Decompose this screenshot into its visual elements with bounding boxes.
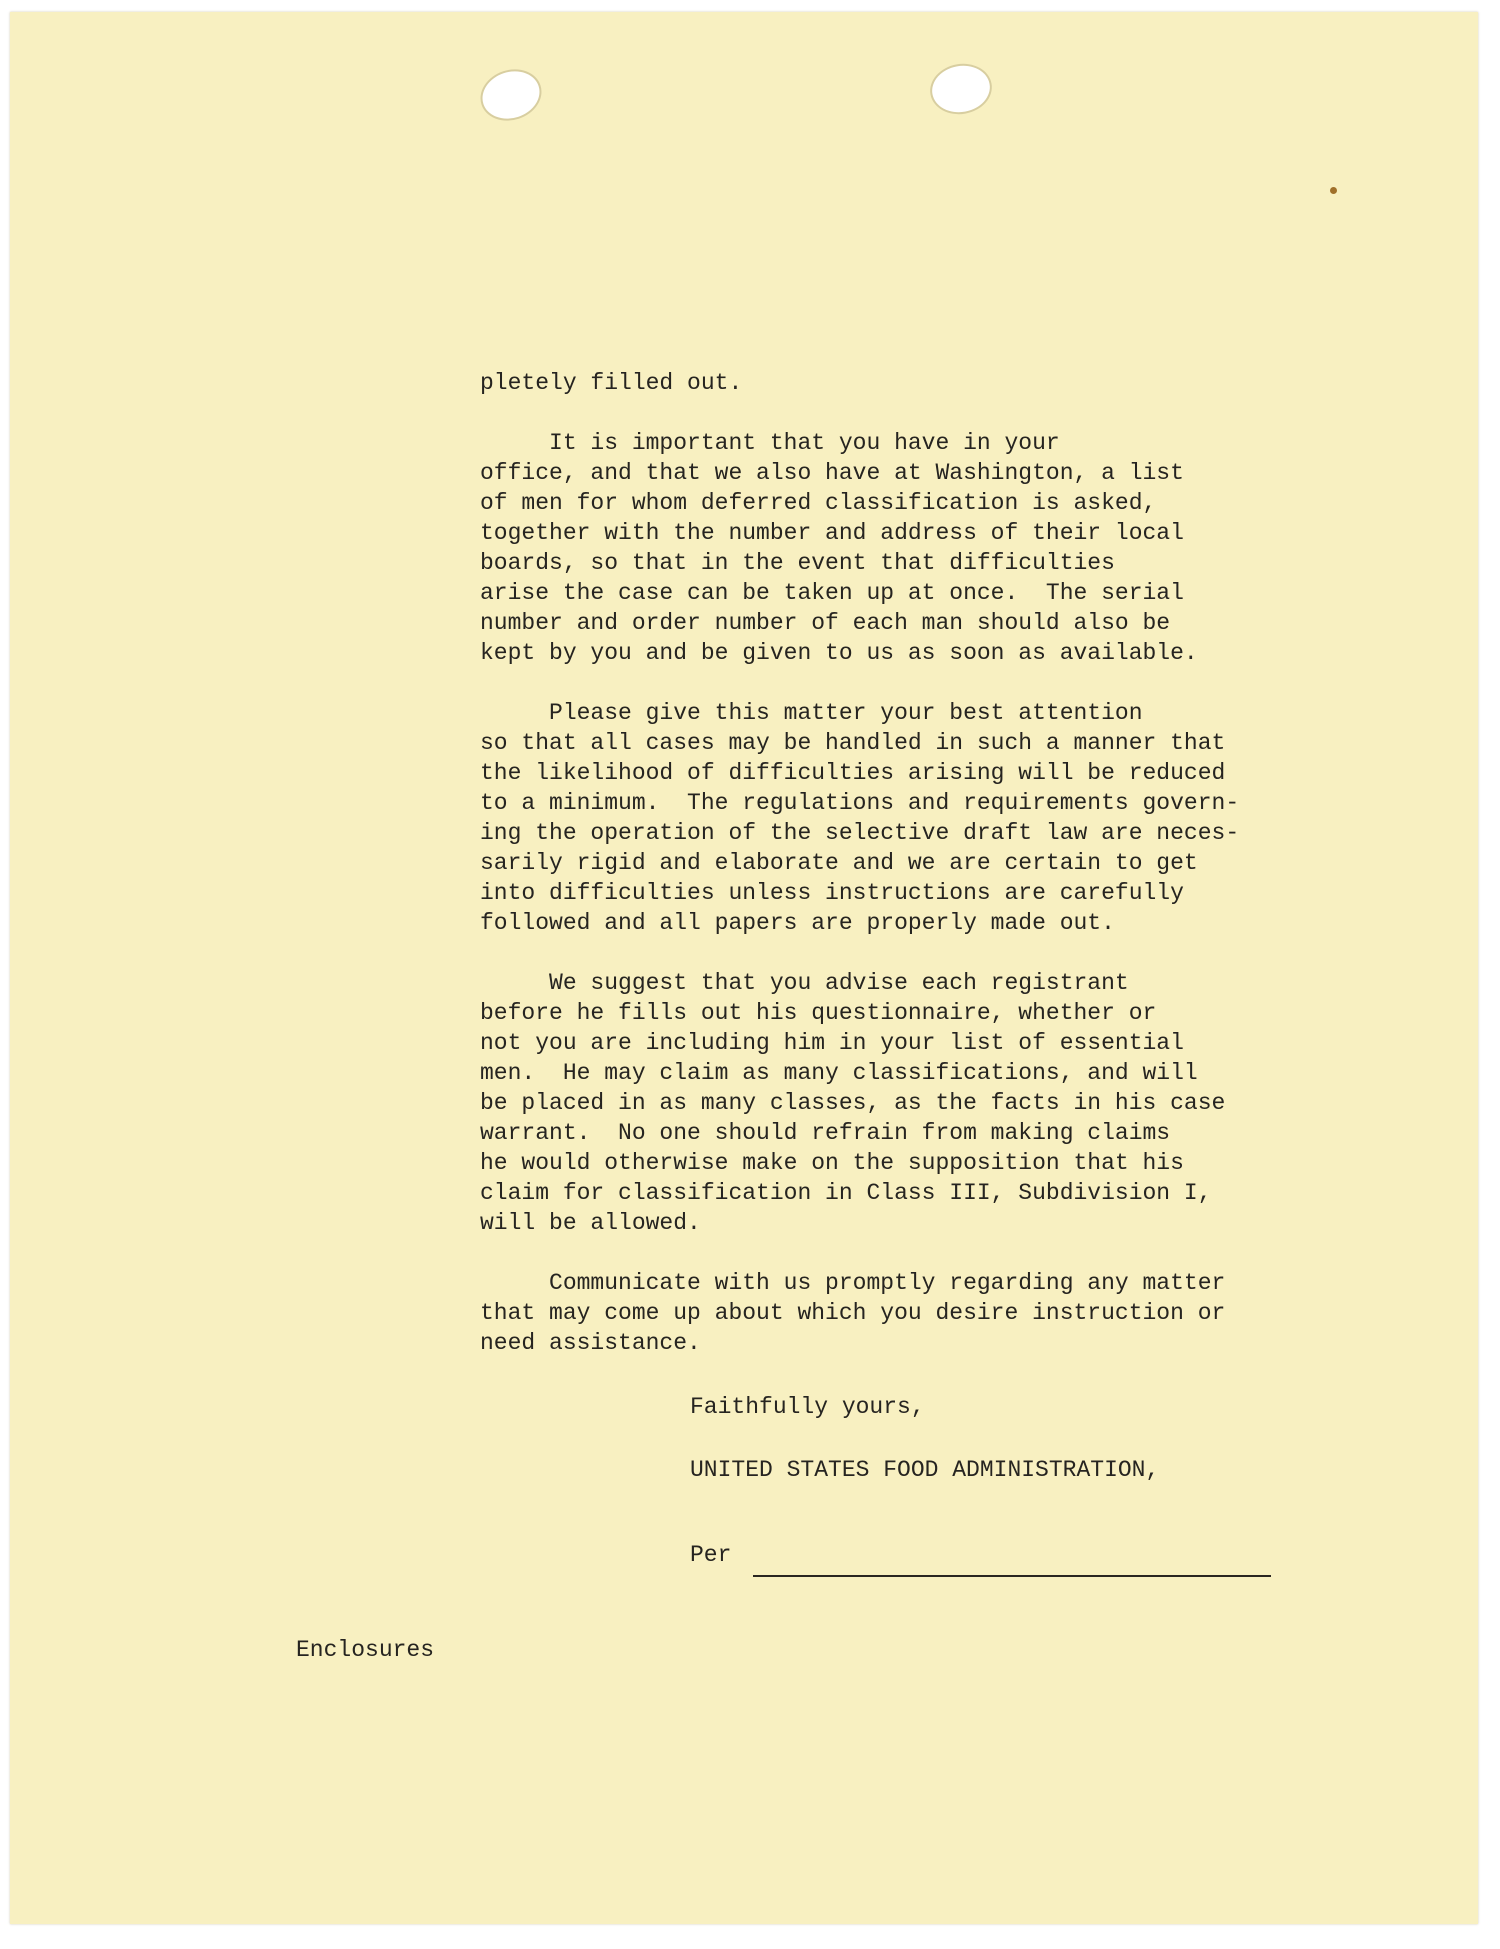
per-label: Per — [690, 1542, 732, 1568]
closing-salutation: Faithfully yours, — [690, 1394, 925, 1420]
punch-hole-left — [474, 62, 548, 129]
enclosures-label: Enclosures — [296, 1637, 435, 1663]
letter-body: pletely filled out. It is important that you have in your office, and that we also have at Washington, a list of men for whom deferred classification is asked, together with the number and address of their local boards, so that in the event that difficulties arise the case can be taken up at once. The serial number and order number of each man should also be kept by you and be given to us as soon as available. Please give this matter your best attention so that all cases may be handled in such a manner that the likelihood of difficulties arising will be reduced to a minimum. The regulations and requirements govern- ing the operation of the selective draft law are neces- sarily rigid and elaborate and we are certain to get into difficulties unless instructions are carefully followed and all papers are properly made out. We suggest that you advise each registrant before he fills out his questionnaire, whether or not you are including him in your list of essential men. He may claim as many classifications, and will be placed in as many classes, as the facts in his case warrant. No one should refrain from making claims he would otherwise make on the supposition that his claim for classification in Class III, Subdivision I, will be allowed. Communicate with us promptly regarding any matter that may come up about which you desire instruction or need assistance. — [480, 370, 1240, 1356]
organization-name: UNITED STATES FOOD ADMINISTRATION, — [690, 1457, 1160, 1483]
punch-hole-right — [926, 59, 996, 119]
signature-line — [753, 1575, 1271, 1577]
paper-stain — [1330, 187, 1337, 194]
